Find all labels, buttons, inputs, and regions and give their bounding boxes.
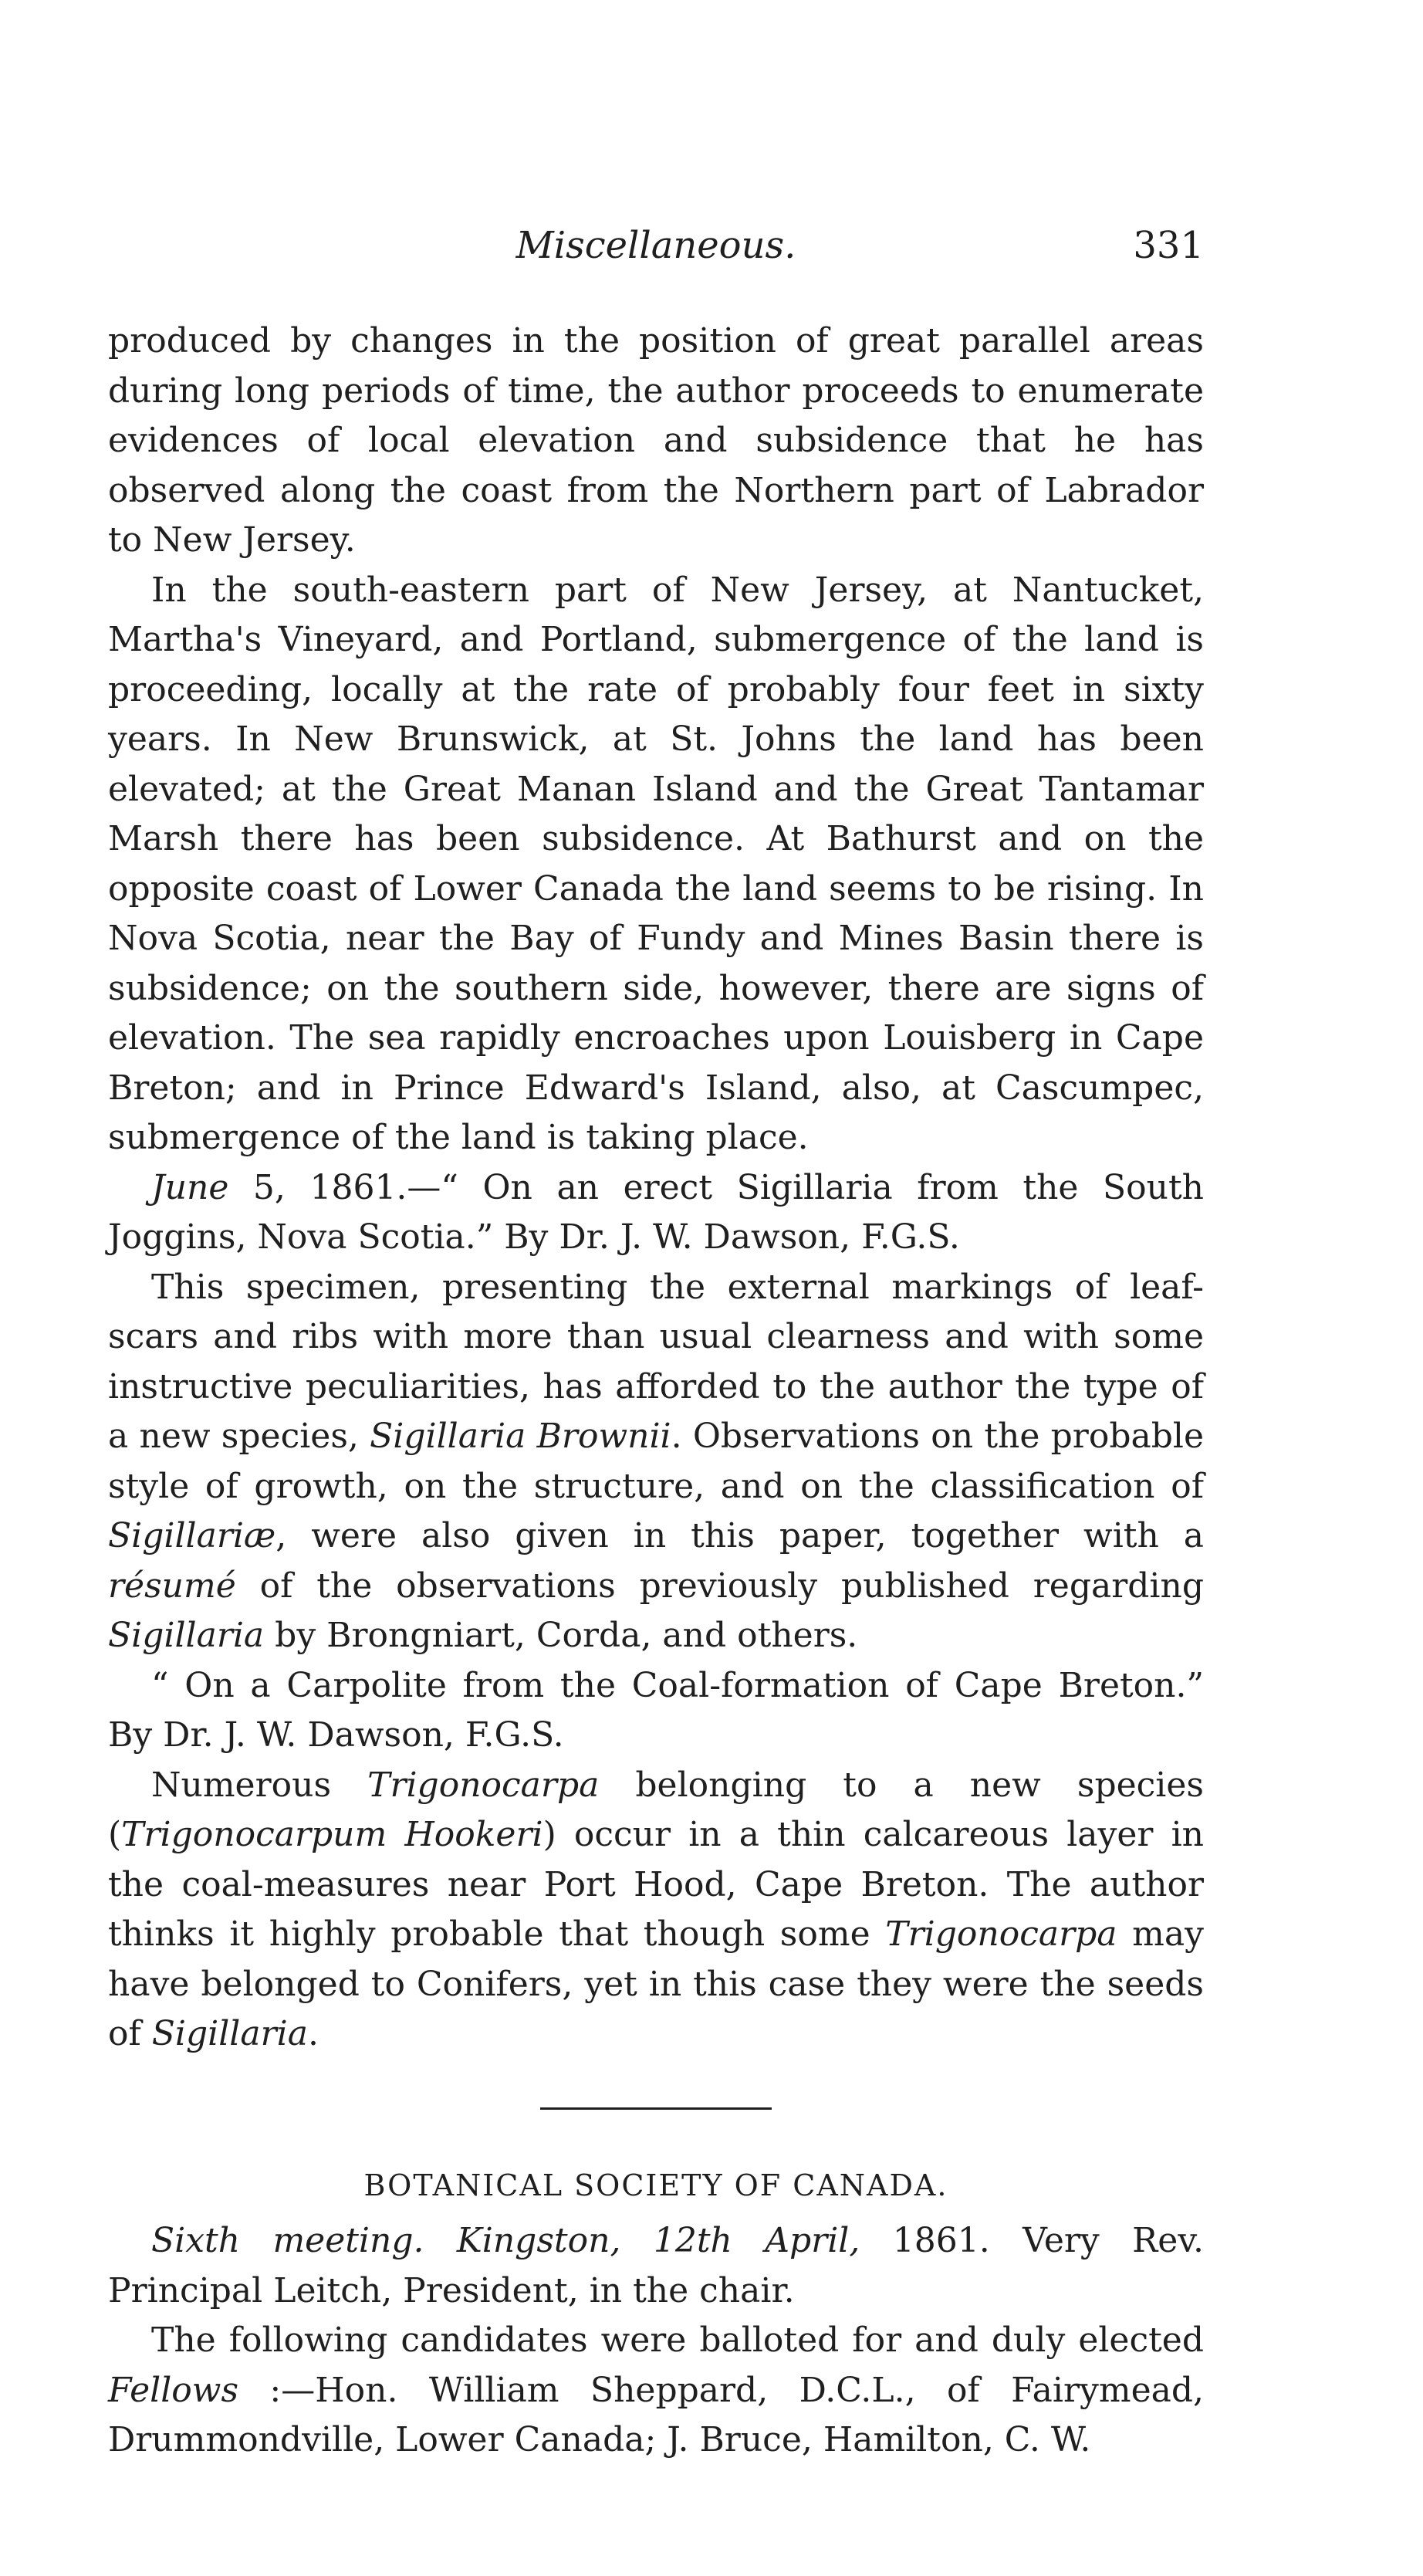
paragraph-sigillaria-title (108, 1163, 1204, 1263)
text-run: by Brongniart, Corda, and others. (264, 1616, 858, 1655)
text-run: may have belonged to Conifers, yet in this case they were the seeds of (108, 1914, 1204, 2053)
text-run: , were also given in this paper, together with a (275, 1516, 1204, 1555)
species-name: Sigillaria Brownii (370, 1417, 671, 1456)
text-run: Numerous (151, 1765, 368, 1805)
genus-name: Trigonocarpa (885, 1914, 1117, 1954)
genus-name: Sigillaria (108, 1616, 265, 1655)
meeting-label: Sixth meeting. (151, 2221, 424, 2260)
running-head: Miscellaneous. (515, 224, 796, 267)
paragraph-sigillaria-description (108, 1263, 1204, 1661)
resume-word: résumé (108, 1566, 236, 1606)
paragraph-subsidence: In the south-eastern part of New Jersey, at Nantucket, Martha's Vineyard, and Portland, submergence of the land is proceeding, locally at the rate of probably four feet in sixty years. In New Brunswick, at St. Johns the land has been elevated; at the Great Manan Island and the Great Tantamar Marsh there has been subsidence. At Bathurst and on the opposite coast of Lower Canada the land seems to be rising. In Nova Scotia, near the Bay of Fundy and Mines Basin there is subsidence; on the southern side, however, there are signs of elevation. The sea rapidly encroaches upon Louisberg in Cape Breton; and in Prince Edward's Island, also, at Cascumpec, submergence of the land is taking place. (108, 570, 1204, 1157)
page-header (108, 216, 1204, 278)
text-run: . Observations on the probable style of growth, on the structure, and on the classification of (108, 1417, 1205, 1506)
text-run: This specimen, presenting the external markings of leaf-scars and ribs with more than usual clearness and with some instructive peculiarities, has afforded to the author the type of a new species, (108, 1267, 1204, 1456)
genus-name: Trigonocarpa (367, 1765, 600, 1805)
sigillaria-title-text: 5, 1861.—“ On an erect Sigillaria from the South Joggins, Nova Scotia.” By Dr. J. W. Dawson, F.G.S. (108, 1167, 1204, 1257)
species-name: Trigonocarpum Hookeri (121, 1815, 543, 1854)
text-run: ) occur in a thin calcareous layer in the coal-measures near Port Hood, Cape Breton. The author thinks it highly probable that though some (108, 1815, 1204, 1954)
meeting-text: 1861. Very Rev. Principal Leitch, President, in the chair. (108, 2221, 1204, 2310)
date-month: June (151, 1167, 229, 1207)
paragraph-fellows (108, 2316, 1204, 2466)
page-number: 331 (1133, 224, 1204, 267)
meeting-place-date: Kingston, 12th April, (424, 2221, 860, 2260)
genus-name: Sigillaria (151, 2014, 308, 2053)
paragraph-continuation: produced by changes in the position of great parallel areas during long periods of time, the author proceeds to enumerate evidences of local elevation and subsidence that he has observed along the coast from the Northern part of Labrador to New Jersey. (108, 321, 1204, 560)
paragraph-meeting (108, 2216, 1204, 2316)
section-title: BOTANICAL SOCIETY OF CANADA. (363, 2168, 948, 2202)
fellows-word: Fellows (108, 2370, 239, 2410)
section-divider (540, 2107, 772, 2110)
genus-name: Sigillariæ (108, 1516, 276, 1555)
paragraph-carpolite-title: “ On a Carpolite from the Coal-formation of Cape Breton.” By Dr. J. W. Dawson, F.G.S. (108, 1665, 1204, 1755)
text-run: The following candidates were balloted for and duly elected (151, 2320, 1204, 2360)
text-run: belonging to a new species ( (108, 1765, 1204, 1854)
paragraph-trigonocarpa (108, 1761, 1204, 2060)
text-run: of the observations previously published regarding (235, 1566, 1204, 1606)
text-run: :—Hon. William Sheppard, D.C.L., of Fairymead, Drummondville, Lower Canada; J. Bruce, Hamilton, C. W. (108, 2370, 1204, 2459)
text-run: . (307, 2014, 319, 2053)
page-body (108, 316, 1204, 2466)
